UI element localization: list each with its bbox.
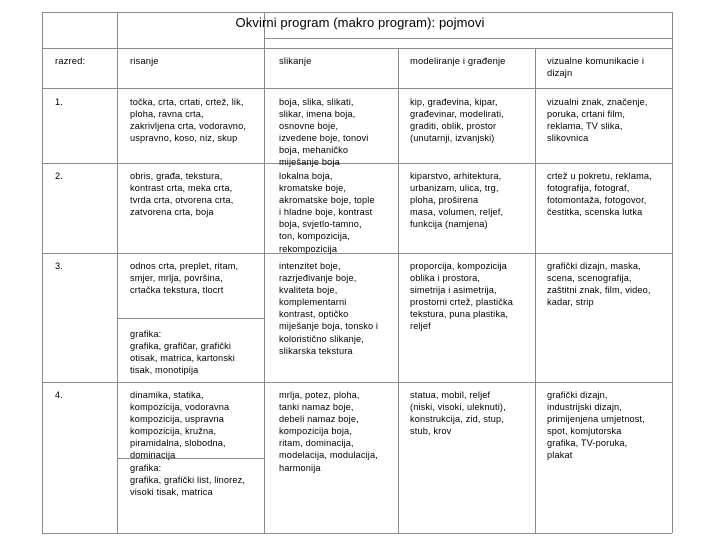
- slikanje-cell-1: boja, slika, slikati, slikar, imena boja, osnovne boje, izvedene boje, tonovi boja, mehaničko miješanje boja: [279, 97, 369, 168]
- header-slikanje: slikanje: [279, 55, 312, 66]
- vizualne-cell-4: grafički dizajn, industrijski dizajn, primijenjena umjetnost, spot, komjutorska grafika, TV-poruka, plakat: [547, 390, 645, 461]
- header-vizualne: vizualne komunikacie i dizajn: [547, 55, 645, 79]
- modeliranje-cell-1: kip, građevina, kipar, građevinar, modelirati, graditi, oblik, prostor (unutarnji, izvanjski): [410, 97, 504, 144]
- slikanje-cell-2: lokalna boja, kromatske boje, akromatske boje, tople i hladne boje, kontrast boja, svjetlo-tamno, ton, kompozicija, rekompozicija: [279, 171, 375, 254]
- rule-col3: [398, 48, 399, 533]
- risanje-cell-2: obris, građa, tekstura, kontrast crta, meka crta, tvrda crta, otvorena crta, zatvorena crta, boja: [130, 171, 234, 218]
- rule-title-bottom: [264, 38, 672, 39]
- modeliranje-cell-3: proporcija, kompozicija oblika i prostora, simetrija i asimetrija, prostorni crtež, plastička tekstura, puna plastika, reljef: [410, 261, 513, 332]
- header-risanje: risanje: [130, 55, 159, 66]
- vizualne-cell-1: vizualni znak, značenje, poruka, crtani film, reklama, TV slika, slikovnica: [547, 97, 648, 144]
- slikanje-cell-3: intenzitet boje, razrjeđivanje boje, kvaliteta boje, komplementarni kontrast, optičko miješanje boja, tonsko i koloristično slikanje, slikarska tekstura: [279, 261, 379, 356]
- grade-cell-3: 3.: [55, 261, 63, 271]
- rule-header-bottom: [42, 88, 672, 89]
- rule-col0: [42, 12, 43, 533]
- rule-col1: [117, 12, 118, 533]
- grafika-cell-4: grafika: grafika, grafički list, linorez, visoki tisak, matrica: [130, 463, 246, 498]
- grafika-cell-3: grafika: grafika, grafičar, grafički otisak, matrica, kartonski tisak, monotipija: [130, 329, 235, 376]
- risanje-cell-1: točka, crta, crtati, crtež, lik, ploha, ravna crta, zakrivljena crta, vodoravno, uspravno, koso, niz, skup: [130, 97, 247, 144]
- rule-header-top: [42, 48, 672, 49]
- slikanje-cell-4: mrlja, potez, ploha, tanki namaz boje, debeli namaz boje, kompozicija boja, ritam, dominacija, modelacija, modulacija, harmonija: [279, 390, 378, 473]
- grade-cell-1: 1.: [55, 97, 63, 107]
- rule-row3-bottom: [42, 382, 672, 383]
- risanje-cell-4: dinamika, statika, kompozicija, vodoravna kompozicija, uspravna kompozicija, kružna, piramidalna, slobodna, dominacija: [130, 390, 230, 461]
- page-title: Okvirni program (makro program): pojmovi: [235, 15, 485, 30]
- modeliranje-cell-4: statua, mobil, reljef (niski, visoki, uleknuti), konstrukcija, zid, stup, stub, krov: [410, 390, 506, 437]
- rule-top: [117, 12, 672, 13]
- rule-table-bottom: [42, 533, 672, 534]
- rule-col4: [535, 48, 536, 533]
- rule-row3-grafika-top: [117, 318, 264, 319]
- vizualne-cell-3: grafički dizajn, maska, scena, scenografija, zaštitni znak, film, video, kadar, strip: [547, 261, 651, 308]
- modeliranje-cell-2: kiparstvo, arhitektura, urbanizam, ulica, trg, ploha, proširena masa, volumen, reljef, funkcija (namjena): [410, 171, 504, 230]
- grade-cell-2: 2.: [55, 171, 63, 181]
- header-razred: razred:: [55, 55, 86, 66]
- rule-col2: [264, 12, 265, 533]
- rule-col5: [672, 12, 673, 533]
- grade-cell-4: 4.: [55, 390, 63, 400]
- vizualne-cell-2: crtež u pokretu, reklama, fotografija, fotograf, fotomontaža, fotogovor, čestitka, scenska lutka: [547, 171, 652, 218]
- risanje-cell-3: odnos crta, preplet, ritam, smjer, mrlja, površina, crtačka tekstura, tlocrt: [130, 261, 239, 296]
- rule-top-left: [42, 12, 117, 13]
- header-modeliranje: modeliranje i građenje: [410, 55, 506, 66]
